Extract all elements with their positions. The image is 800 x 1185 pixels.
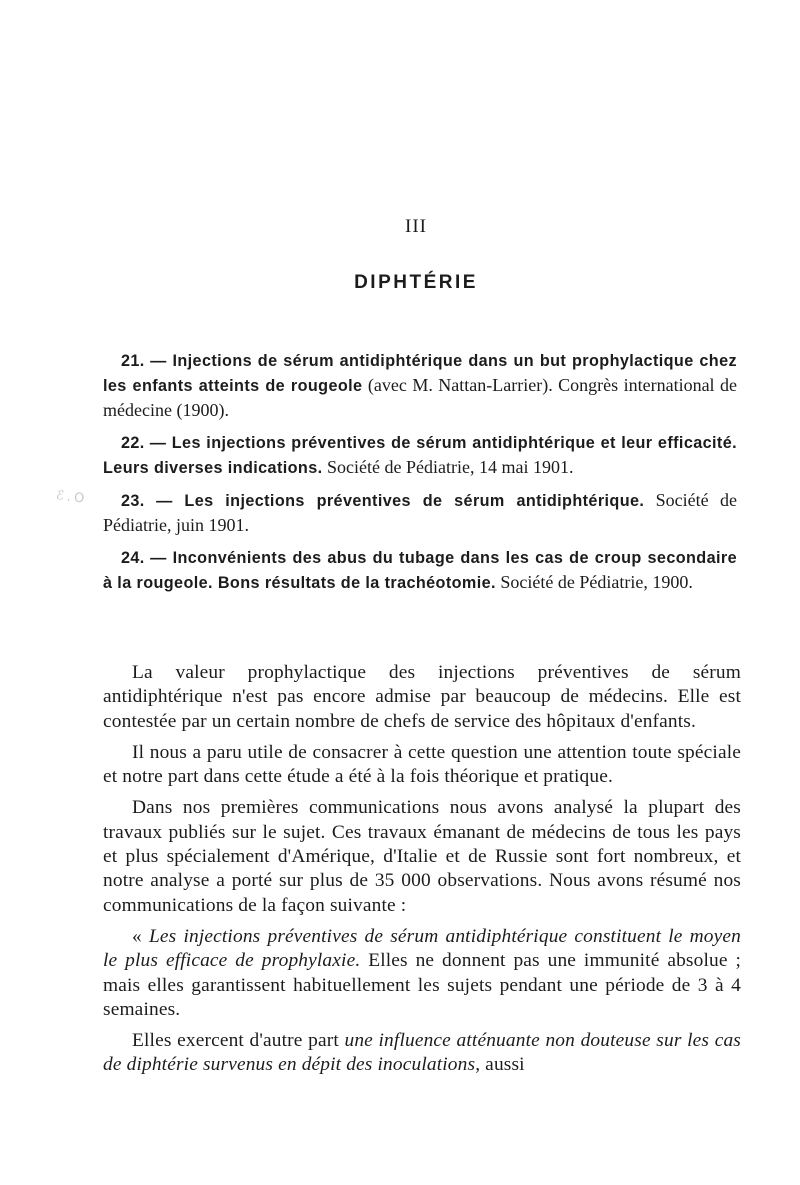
reference-title: — Les injections préventives de sérum antidiphtérique et leur efficacité. Leurs diverses indications. — [103, 434, 738, 477]
paragraph-text: Elles ne donnent pas une immunité absolue ; mais elles garantissent habituellement les sujets pendant une période de 3 à 4 semaines. — [103, 950, 742, 1020]
body-text — [103, 661, 741, 1085]
reference-source: Société de Pédiatrie, juin 1901. — [103, 490, 737, 535]
reference-title: — Inconvénients des abus du tubage dans les cas de croup secondaire à la rougeole. Bons résultats de la trachéotomie. — [103, 549, 738, 592]
paragraph: Il nous a paru utile de consacrer à cette question une attention toute spéciale et notre part dans cette étude a été à la fois théorique et pratique. — [103, 741, 741, 788]
italic-emphasis: une influence atténuante non douteuse sur les cas de diphtérie survenus en dépit des inoculations — [103, 1030, 741, 1076]
section-title: DIPHTÉRIE — [354, 272, 478, 293]
paragraph: Dans nos premières communications nous avons analysé la plupart des travaux publiés sur le sujet. Ces travaux émanant de médecins de tous les pays et plus spécialement d'Amérique, d'Italie et de Russie sont fort nombreux, et notre analyse a porté sur plus de 35 000 observations. Nous avons résumé nos communications de la façon suivante : — [103, 797, 741, 916]
opening-quote: « — [132, 925, 149, 947]
reference-source: (avec M. Nattan-Larrier). Congrès international de médecine (1900). — [103, 375, 738, 420]
paragraph-text: , aussi — [475, 1054, 525, 1076]
reference-number: 23. — [121, 492, 145, 510]
reference-source: Société de Pédiatrie, 1900. — [495, 572, 693, 592]
reference-number: 21. — [121, 352, 145, 370]
italic-emphasis: Les injections préventives de sérum antidiphtérique constituent le moyen le plus efficace de prophylaxie. — [103, 925, 742, 972]
section-number: III — [405, 216, 427, 237]
reference-item — [103, 348, 737, 422]
faint-stamp-mark: ℰ.O — [55, 487, 89, 508]
reference-item — [103, 488, 737, 537]
reference-number: 24. — [121, 549, 145, 567]
reference-title: — Les injections préventives de sérum antidiphtérique. — [156, 492, 645, 510]
reference-source: Société de Pédiatrie, 14 mai 1901. — [322, 457, 574, 477]
reference-title: — Injections de sérum antidiphtérique dans un but prophylactique chez les enfants atteints de rougeole — [103, 352, 737, 395]
reference-list — [103, 348, 737, 603]
paragraph — [103, 1029, 741, 1078]
paragraph: La valeur prophylactique des injections préventives de sérum antidiphtérique n'est pas encore admise par beaucoup de médecins. Elle est contestée par un certain nombre de chefs de service des hôpitaux d'enfants. — [103, 662, 741, 732]
reference-item — [103, 545, 737, 595]
reference-number: 22. — [121, 434, 145, 452]
paragraph-text: Elles exercent d'autre part — [132, 1030, 345, 1052]
reference-item — [103, 430, 737, 480]
quoted-paragraph — [103, 925, 741, 1022]
